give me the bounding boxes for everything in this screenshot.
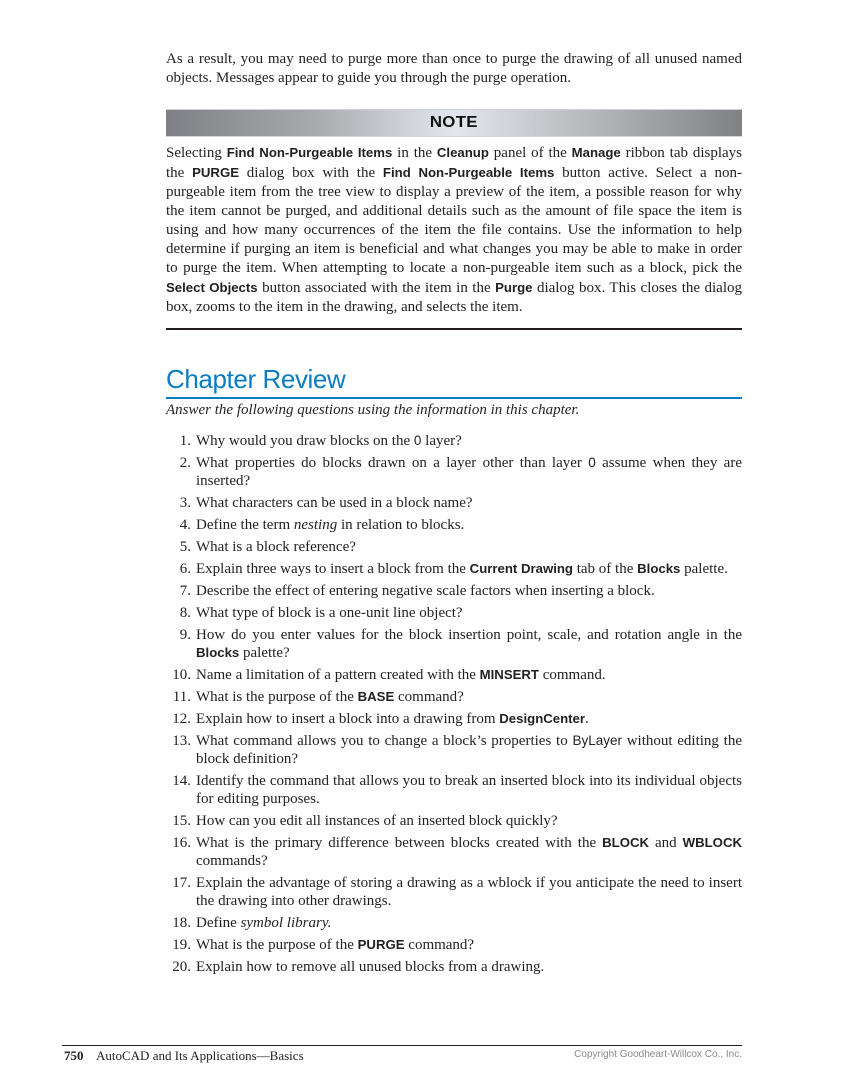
review-question (166, 538, 742, 556)
text-run: What characters can be used in a block name? (196, 495, 473, 511)
question-text (196, 561, 728, 577)
text-run: Define the term (196, 517, 294, 533)
command-term: Find Non-Purgeable Items (382, 165, 555, 180)
question-number: 15. (172, 813, 191, 829)
question-number: 4. (179, 517, 191, 533)
review-question (166, 936, 742, 954)
text-run: Define (196, 915, 241, 931)
question-text (196, 539, 356, 555)
review-question (166, 834, 742, 870)
review-question (166, 432, 742, 450)
command-term: Purge (495, 280, 533, 295)
text-run: dialog box with the (239, 165, 383, 181)
intro-paragraph-block (166, 50, 742, 88)
question-text (196, 667, 606, 683)
setting-value: 0 (588, 455, 596, 470)
review-question (166, 772, 742, 808)
text-run: Describe the effect of entering negative scale factors when inserting a block. (196, 583, 655, 599)
text-run: in relation to blocks. (337, 517, 465, 533)
text-run: What properties do blocks drawn on a layer other than layer (196, 455, 589, 471)
question-text (196, 583, 655, 599)
text-run: Selecting (166, 145, 227, 161)
question-number: 17. (172, 875, 191, 891)
question-number: 12. (172, 711, 191, 727)
command-term: BLOCK (602, 835, 650, 850)
text-run: ribbon tab displays the (166, 145, 743, 181)
question-number: 5. (179, 539, 191, 555)
question-number: 7. (179, 583, 191, 599)
review-question (166, 494, 742, 512)
question-text (196, 733, 742, 767)
text-run: . (585, 711, 589, 727)
question-text (196, 835, 742, 869)
question-number: 16. (172, 835, 191, 851)
question-text (196, 605, 463, 621)
text-run: Explain how to insert a block into a drawing from (196, 711, 500, 727)
review-question (166, 666, 742, 684)
note-text (166, 143, 742, 317)
text-run: How do you enter values for the block insertion point, scale, and rotation angle in the (196, 627, 742, 643)
text-run: without editing the block definition? (196, 733, 742, 767)
note-banner (166, 109, 742, 137)
text-run: What type of block is a one-unit line object? (196, 605, 463, 621)
intro-paragraph: As a result, you may need to purge more than once to purge the drawing of all unused named objects. Messages appear to guide you through the purge operation. (166, 51, 742, 86)
text-run: layer? (421, 433, 462, 449)
command-term: Current Drawing (469, 561, 573, 576)
question-number: 11. (172, 689, 191, 705)
text-run: Explain the advantage of storing a drawing as a wblock if you anticipate the need to insert the drawing into other drawings. (196, 875, 742, 909)
review-question (166, 582, 742, 600)
question-number: 2. (179, 455, 191, 471)
review-question (166, 812, 742, 830)
command-term: Cleanup (436, 145, 489, 160)
text-run: palette. (680, 561, 728, 577)
question-text (196, 711, 589, 727)
command-term: Blocks (196, 645, 240, 660)
question-text (196, 875, 742, 909)
text-run: in the (392, 145, 437, 161)
question-text (196, 959, 544, 975)
command-term: DesignCenter (499, 711, 586, 726)
review-question-list (166, 432, 742, 980)
text-run: Why would you draw blocks on the (196, 433, 414, 449)
text-run: command? (404, 937, 475, 953)
question-text (196, 689, 464, 705)
command-term: Manage (571, 145, 621, 160)
command-term: PURGE (192, 165, 240, 180)
question-number: 1. (179, 433, 191, 449)
command-term: WBLOCK (682, 835, 742, 850)
question-number: 20. (172, 959, 191, 975)
section-title: Chapter Review (166, 364, 346, 394)
text-run: dialog box. This closes the dialog box, zooms to the item in the drawing, and selects the item. (166, 280, 742, 315)
question-number: 6. (179, 561, 191, 577)
question-text (196, 915, 331, 931)
text-run: What command allows you to change a block’s properties to (196, 733, 573, 749)
text-run: What is the purpose of the (196, 689, 358, 705)
command-term: MINSERT (479, 667, 539, 682)
text-run: button associated with the item in the (257, 280, 496, 296)
question-text (196, 813, 558, 829)
review-question (166, 604, 742, 622)
text-run: panel of the (488, 145, 572, 161)
question-number: 18. (172, 915, 191, 931)
question-text (196, 433, 462, 449)
command-term: Find Non-Purgeable Items (226, 145, 393, 160)
section-title-rule (166, 397, 742, 399)
book-title: AutoCAD and Its Applications—Basics (96, 1048, 304, 1063)
review-question (166, 688, 742, 706)
footer-rule (62, 1045, 742, 1046)
text-run: How can you edit all instances of an inserted block quickly? (196, 813, 558, 829)
question-text (196, 517, 464, 533)
question-text (196, 627, 742, 661)
text-run: What is a block reference? (196, 539, 356, 555)
text-run: Explain three ways to insert a block from the (196, 561, 470, 577)
review-question (166, 732, 742, 768)
defined-term: nesting (293, 517, 338, 533)
text-run: What is the primary difference between blocks created with the (196, 835, 603, 851)
command-term: BASE (357, 689, 395, 704)
review-question (166, 874, 742, 910)
review-question (166, 626, 742, 662)
text-run: Name a limitation of a pattern created with the (196, 667, 480, 683)
question-number: 19. (172, 937, 191, 953)
question-number: 10. (172, 667, 191, 683)
review-question (166, 914, 742, 932)
text-run: command? (394, 689, 464, 705)
note-body (166, 143, 742, 317)
setting-value: ByLayer (572, 733, 622, 748)
question-text (196, 937, 474, 953)
question-text (196, 495, 473, 511)
text-run: assume when they are inserted? (196, 455, 742, 489)
question-number: 14. (172, 773, 191, 789)
setting-value: 0 (413, 433, 422, 448)
review-question (166, 710, 742, 728)
command-term: PURGE (357, 937, 405, 952)
question-number: 9. (179, 627, 191, 643)
text-run: button active. Select a non-purgeable item from the tree view to display a preview of the item, a possible reason for why the item cannot be purged, and additional details such as the amount of file space the item is using and how many occurrences of the item the file contains. Use the information to help determine if purging an item is beneficial and what changes you may be able to make in order to purge the item. When attempting to locate a non-purgeable item such as a block, pick the (166, 165, 742, 276)
section-instructions: Answer the following questions using the information in this chapter. (166, 402, 580, 418)
text-run: and (649, 835, 683, 851)
question-number: 8. (179, 605, 191, 621)
review-question (166, 958, 742, 976)
command-term: Select Objects (166, 280, 258, 295)
copyright-notice: Copyright Goodheart-Willcox Co., Inc. (574, 1049, 742, 1060)
review-question (166, 516, 742, 534)
review-question (166, 454, 742, 490)
text-run: palette? (239, 645, 290, 661)
review-question (166, 560, 742, 578)
text-run: Identify the command that allows you to break an inserted block into its individual objects for editing purposes. (196, 773, 742, 807)
note-label: NOTE (430, 114, 478, 131)
question-number: 13. (172, 733, 191, 749)
note-bottom-rule (166, 328, 742, 330)
question-text (196, 455, 742, 489)
text-run: tab of the (572, 561, 638, 577)
text-run: Explain how to remove all unused blocks from a drawing. (196, 959, 545, 975)
question-number: 3. (179, 495, 191, 511)
text-run: commands? (196, 853, 268, 869)
text-run: What is the purpose of the (196, 937, 358, 953)
text-run: command. (538, 667, 606, 683)
question-text (196, 773, 742, 807)
command-term: Blocks (637, 561, 681, 576)
page-number: 750 (64, 1048, 84, 1063)
defined-term: symbol library. (240, 915, 332, 931)
